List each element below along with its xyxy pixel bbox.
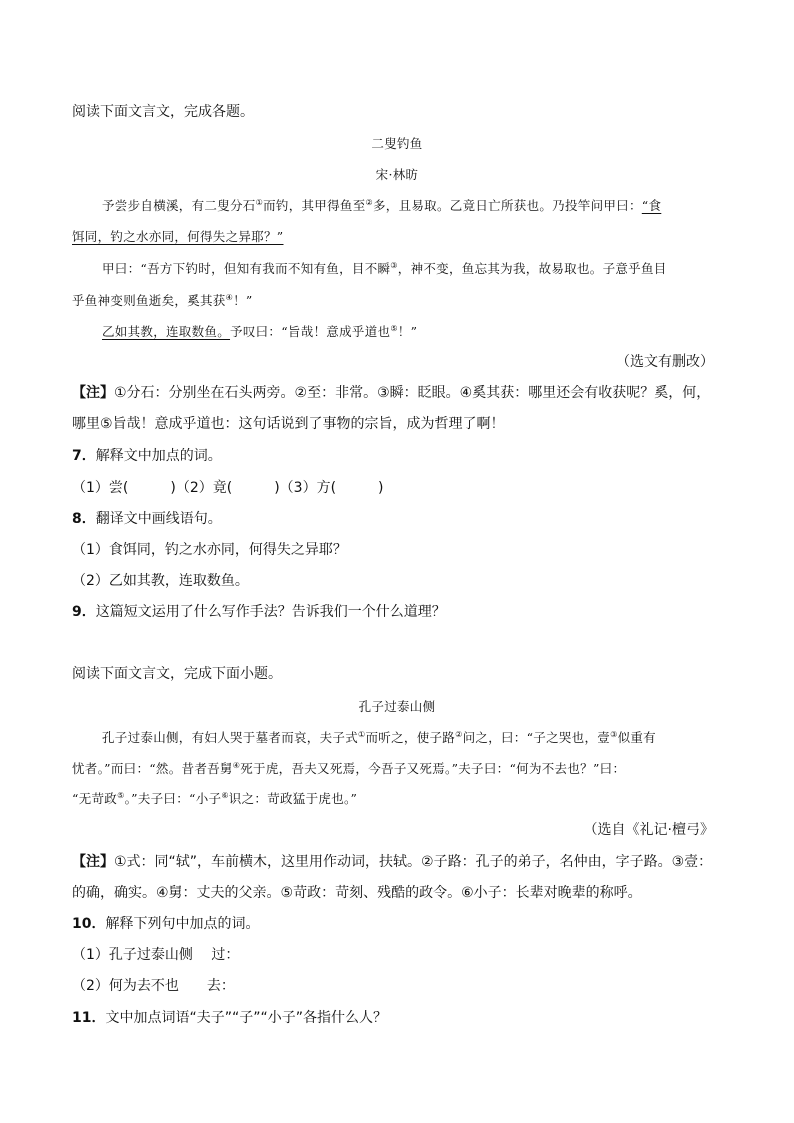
source-1: （选文有删改）	[616, 354, 714, 370]
underlined-sentence-2: 乙如其教，连取数鱼。	[102, 324, 231, 339]
passage-title-2: 孔子过泰山侧	[358, 699, 436, 714]
source-2: （选自《礼记·檀弓》	[583, 822, 714, 838]
question-10-item-2: （2）何为去不也 去：	[72, 978, 235, 994]
underlined-sentence-1-start: “食	[641, 198, 662, 213]
passage-title-1: 二叟钓鱼	[371, 136, 423, 151]
passage-2-line-3: “无苛政⑤。”夫子曰：“小子⑥识之：苛政猛于虎也。”	[72, 790, 358, 806]
passage-1-line-4: 乎鱼神变则鱼逝矣，奚其获④！”	[72, 292, 253, 308]
question-10: 10．解释下列句中加点的词。	[72, 916, 260, 932]
note-2-line-1: 【注】①式：同“轼”，车前横木，这里用作动词，扶轼。②子路：孔子的弟子，名仲由，字子路。③壹：	[72, 854, 713, 870]
note-2-line-2: 的确，确实。④舅：丈夫的父亲。⑤苛政：苛刻、残酷的政令。⑥小子：长辈对晚辈的称呼。	[72, 885, 642, 901]
passage-2-line-1: 孔子过泰山侧，有妇人哭于墓者而哀，夫子式①而听之，使子路②问之，曰：“子之哭也，壹③似重有	[102, 729, 656, 745]
question-10-item-1: （1）孔子过泰山侧 过：	[72, 947, 240, 963]
question-11: 11．文中加点词语“夫子”“子”“小子”各指什么人？	[72, 1010, 388, 1026]
question-8-item-2: （2）乙如其教，连取数鱼。	[72, 573, 249, 589]
question-9: 9．这篇短文运用了什么写作手法？告诉我们一个什么道理？	[72, 604, 446, 620]
passage-2-line-2: 忧者。”而曰：“然。昔者吾舅④死于虎，吾夫又死焉，今吾子又死焉。”夫子曰：“何为不去也？”曰：	[72, 760, 626, 776]
question-7-items: （1）尝( )（2）竟( )（3）方( )	[72, 480, 384, 496]
question-8: 8．翻译文中画线语句。	[72, 511, 222, 527]
question-7: 7．解释文中加点的词。	[72, 448, 222, 464]
question-8-item-1: （1）食饵同，钓之水亦同，何得失之异耶？	[72, 542, 347, 558]
instruction-1: 阅读下面文言文，完成各题。	[72, 104, 254, 120]
passage-1-line-3: 甲曰：“吾方下钓时，但知有我而不知有鱼，目不瞬③，神不变，鱼忘其为我，故易取也。子意乎鱼目	[102, 260, 667, 276]
instruction-2: 阅读下面文言文，完成下面小题。	[72, 666, 282, 682]
passage-author-1: 宋·林昉	[375, 167, 419, 182]
note-1-line-1: 【注】①分石：分别坐在石头两旁。②至：非常。③瞬：眨眼。④奚其获：哪里还会有收获呢？奚，何，	[72, 385, 711, 401]
passage-1-line-5: 乙如其教，连取数鱼。予叹曰：“旨哉！意成乎道也⑤！”	[102, 323, 418, 339]
passage-1-line-2	[72, 228, 284, 246]
note-1-line-2: 哪里⑤旨哉！意成乎道也：这句话说到了事物的宗旨，成为哲理了啊！	[72, 416, 505, 432]
passage-1-line-1: 予尝步自横溪，有二叟分石①而钓，其甲得鱼至②多，且易取。乙竟日亡所获也。乃投竿问甲曰：“食	[102, 197, 662, 213]
underlined-sentence-1-end: 饵同，钓之水亦同，何得失之异耶？”	[72, 229, 284, 244]
